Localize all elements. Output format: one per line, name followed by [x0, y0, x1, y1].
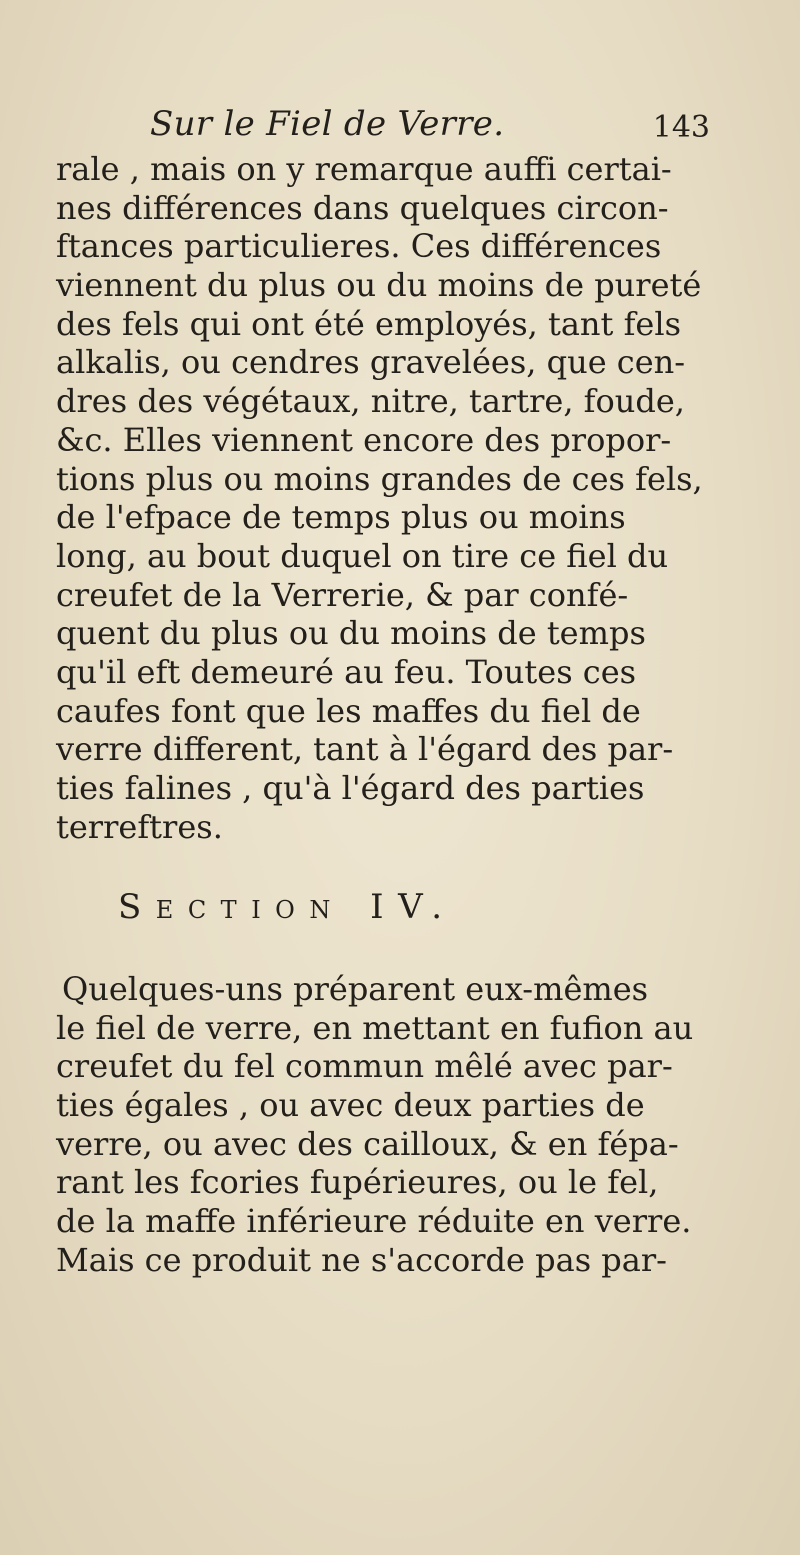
text-line: dres des végétaux, nitre, tartre, foude, [56, 382, 685, 421]
text-line: ftances particulieres. Ces différences [56, 227, 662, 266]
text-line: des fels qui ont été employés, tant fels [56, 304, 681, 343]
text-line: verre different, tant à l'égard des par- [56, 730, 674, 769]
text-line: &c. Elles viennent encore des propor- [56, 420, 672, 459]
paragraph-1 [56, 150, 746, 846]
text-line: qu'il eft demeuré au feu. Toutes ces [56, 652, 637, 691]
text-line: alkalis, ou cendres gravelées, que cen- [56, 343, 686, 382]
text-line: tions plus ou moins grandes de ces fels, [56, 459, 703, 498]
text-line: ties égales , ou avec deux parties de [56, 1086, 645, 1125]
text-line: nes différences dans quelques circon- [56, 188, 669, 227]
text-line: le fiel de verre, en mettant en fufion au [56, 1008, 694, 1047]
text-line: viennent du plus ou du moins de pureté [56, 266, 702, 305]
paragraph-2 [56, 970, 746, 1280]
text-line: de l'efpace de temps plus ou moins [56, 498, 626, 537]
text-line: ties falines , qu'à l'égard des parties [56, 769, 645, 807]
text-line: rale , mais on y remarque auffi certai- [56, 150, 672, 188]
text-line: rant les fcories fupérieures, ou le fel, [56, 1163, 659, 1202]
text-line: Quelques-uns préparent eux-mêmes [62, 970, 649, 1008]
text-line: creufet du fel commun mêlé avec par- [56, 1047, 673, 1086]
text-line: Mais ce produit ne s'accorde pas par- [56, 1240, 667, 1279]
section-word-initial: S [118, 887, 156, 927]
section-word-rest: ECTION [155, 896, 345, 924]
text-line: caufes font que les maffes du fiel de [56, 691, 641, 730]
text-line: quent du plus ou du moins de temps [56, 614, 646, 653]
section-number: IV. [370, 887, 457, 927]
text-line: verre, ou avec des cailloux, & en fépa- [56, 1124, 679, 1163]
text-line: terreftres. [56, 807, 223, 846]
text-line: de la maffe inférieure réduite en verre. [56, 1202, 692, 1241]
text-line: long, au bout duquel on tire ce fiel du [56, 536, 669, 575]
text-line: creufet de la Verrerie, & par confé- [56, 575, 629, 614]
running-title: Sur le Fiel de Verre. [150, 104, 505, 144]
page-number: 143 [652, 110, 710, 145]
section-heading [118, 887, 457, 927]
page-header [150, 100, 710, 150]
